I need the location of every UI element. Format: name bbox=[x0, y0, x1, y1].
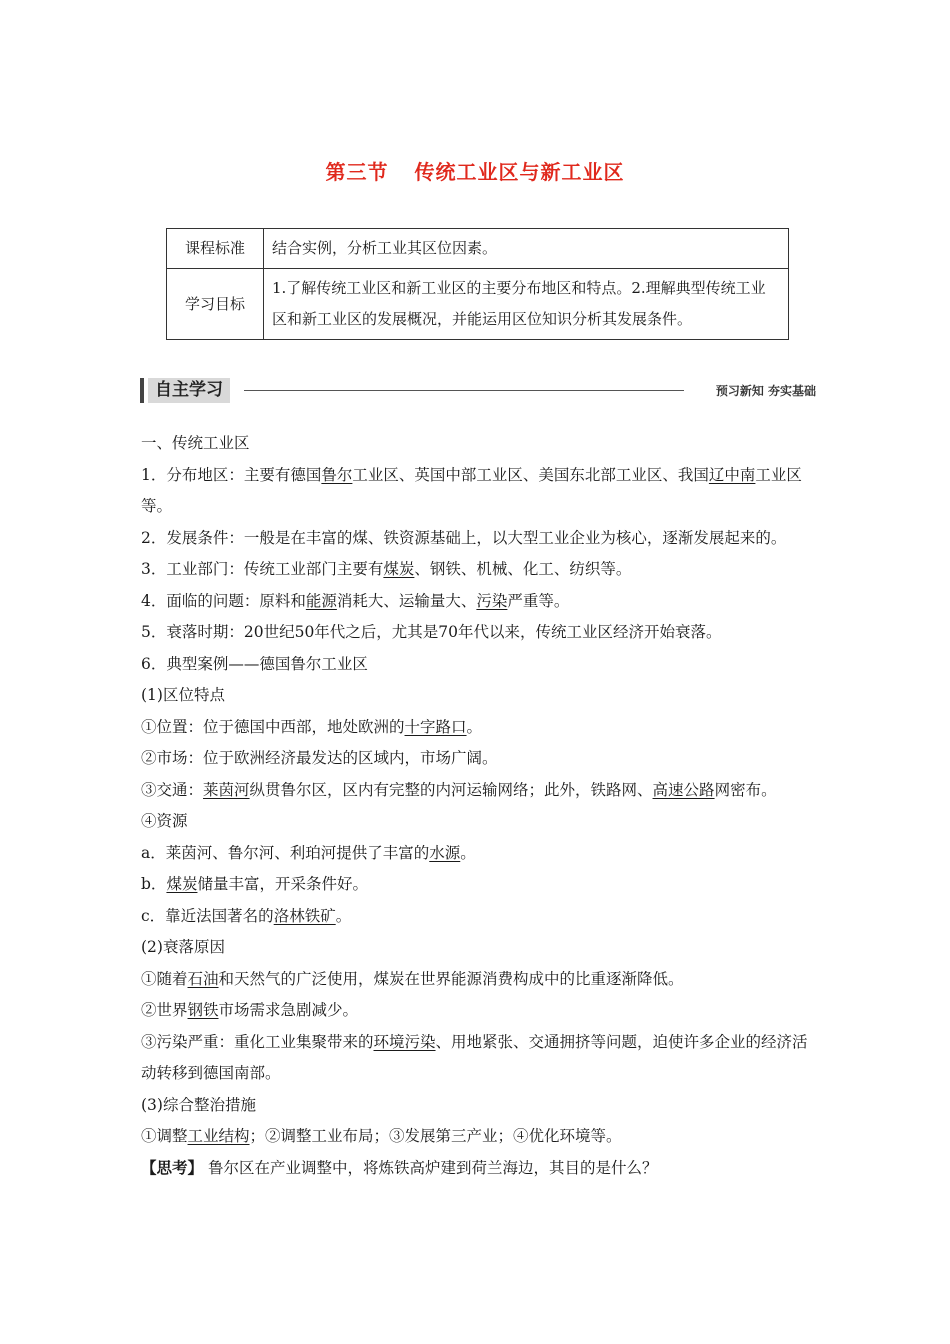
blank-answer: 辽中南 bbox=[708, 465, 756, 484]
text: 严重等。 bbox=[507, 591, 570, 610]
text: ；②调整工业布局；③发展第三产业；④优化环境等。 bbox=[249, 1127, 622, 1145]
text: b． bbox=[141, 875, 167, 893]
table-key-standard: 课程标准 bbox=[167, 229, 264, 269]
text: 储量丰富，开采条件好。 bbox=[197, 875, 368, 893]
title-section-number: 第三节 bbox=[325, 160, 389, 184]
think-text: 鲁尔区在产业调整中，将炼铁高炉建到荷兰海边，其目的是什么？ bbox=[207, 1158, 658, 1177]
paragraph-sectors bbox=[141, 554, 821, 586]
section-bar bbox=[140, 378, 144, 403]
text: 纵贯鲁尔区，区内有完整的内河运输网络；此外，铁路网、 bbox=[249, 780, 653, 799]
blank-answer: 十字路口 bbox=[404, 717, 467, 736]
text: 消耗大、运输量大、 bbox=[336, 591, 477, 610]
main-content bbox=[141, 428, 821, 1184]
list-item: ④资源 bbox=[141, 812, 188, 830]
text: ①调整 bbox=[141, 1127, 188, 1145]
list-item bbox=[141, 712, 821, 744]
text: 工业区、英国中部工业区、美国东北部工业区、我国 bbox=[352, 465, 709, 484]
list-item bbox=[141, 1027, 821, 1090]
text: 。 bbox=[335, 906, 352, 925]
list-item bbox=[141, 964, 821, 996]
text: a．莱茵河、鲁尔河、利珀河提供了丰富的 bbox=[141, 843, 430, 862]
list-item bbox=[141, 1121, 821, 1153]
section-header bbox=[140, 376, 816, 406]
text: 和天然气的广泛使用，煤炭在世界能源消费构成中的比重逐渐降低。 bbox=[218, 969, 684, 988]
section-label: 自主学习 bbox=[148, 378, 230, 403]
blank-answer: 工业结构 bbox=[187, 1127, 250, 1145]
paragraph-problems bbox=[141, 586, 821, 618]
table-value-standard: 结合实例，分析工业其区位因素。 bbox=[264, 229, 789, 269]
text: 4．面临的问题：原料和 bbox=[141, 591, 306, 610]
page-title bbox=[0, 156, 950, 185]
list-item: ②市场：位于欧洲经济最发达的区域内，市场广阔。 bbox=[141, 749, 498, 767]
text: c．靠近法国著名的 bbox=[141, 906, 274, 925]
text: 工业区等。 bbox=[141, 465, 802, 515]
text: ③污染严重：重化工业集聚带来的 bbox=[141, 1032, 374, 1051]
list-item bbox=[141, 869, 821, 901]
table-row bbox=[167, 269, 789, 340]
table-value-goal: 1.了解传统工业区和新工业区的主要分布地区和特点。2.理解典型传统工业区和新工业区的发展概况，并能运用区位知识分析其发展条件。 bbox=[264, 269, 789, 340]
text: 、钢铁、机械、化工、纺织等。 bbox=[414, 560, 632, 578]
think-label: 【思考】 bbox=[141, 1158, 204, 1177]
text: ①位置：位于德国中西部，地处欧洲的 bbox=[141, 717, 405, 736]
text: 。 bbox=[466, 717, 483, 736]
blank-answer: 莱茵河 bbox=[203, 780, 250, 799]
blank-answer: 高速公路 bbox=[652, 780, 715, 799]
section-slogan: 预习新知 夯实基础 bbox=[715, 384, 816, 398]
blank-answer: 水源 bbox=[429, 843, 461, 862]
blank-answer: 洛林铁矿 bbox=[273, 906, 336, 925]
think-question bbox=[141, 1153, 821, 1185]
section-divider bbox=[244, 390, 684, 391]
text: 、用地紧张、交通拥挤等问题，迫使许多企业的经济活动转移到德国南部。 bbox=[141, 1032, 808, 1082]
table-key-goal: 学习目标 bbox=[167, 269, 264, 340]
heading-traditional: 一、传统工业区 bbox=[141, 434, 250, 452]
list-item bbox=[141, 838, 821, 870]
text: 3．工业部门：传统工业部门主要有 bbox=[141, 560, 384, 578]
text: ②世界 bbox=[141, 1001, 188, 1019]
text: 网密布。 bbox=[714, 780, 777, 799]
blank-answer: 污染 bbox=[476, 591, 508, 610]
list-item bbox=[141, 901, 821, 933]
paragraph-case: 6．典型案例——德国鲁尔工业区 bbox=[141, 654, 368, 673]
paragraph-distribution bbox=[141, 460, 821, 523]
text: 1．分布地区：主要有德国 bbox=[141, 465, 322, 484]
paragraph-decline-period: 5．衰落时期：20世纪50年代之后，尤其是70年代以来，传统工业区经济开始衰落。 bbox=[141, 623, 722, 641]
text: ③交通： bbox=[141, 780, 204, 799]
subheading-measures: (3)综合整治措施 bbox=[141, 1095, 256, 1114]
title-text: 传统工业区与新工业区 bbox=[414, 160, 625, 184]
blank-answer: 石油 bbox=[187, 969, 219, 988]
text: 。 bbox=[460, 843, 476, 862]
subheading-location: (1)区位特点 bbox=[141, 686, 225, 704]
table-row bbox=[167, 229, 789, 269]
text: 市场需求急剧减少。 bbox=[218, 1001, 359, 1019]
blank-answer: 煤炭 bbox=[166, 875, 198, 893]
list-item bbox=[141, 995, 821, 1027]
text: ①随着 bbox=[141, 969, 188, 988]
blank-answer: 环境污染 bbox=[373, 1032, 436, 1051]
blank-answer: 钢铁 bbox=[187, 1001, 219, 1019]
paragraph-conditions: 2．发展条件：一般是在丰富的煤、铁资源基础上，以大型工业企业为核心，逐渐发展起来的。 bbox=[141, 528, 787, 547]
subheading-decline-reasons: (2)衰落原因 bbox=[141, 938, 225, 956]
list-item bbox=[141, 775, 821, 807]
standards-table bbox=[166, 228, 789, 340]
blank-answer: 煤炭 bbox=[383, 560, 415, 578]
blank-answer: 能源 bbox=[305, 591, 337, 610]
blank-answer: 鲁尔 bbox=[321, 465, 353, 484]
